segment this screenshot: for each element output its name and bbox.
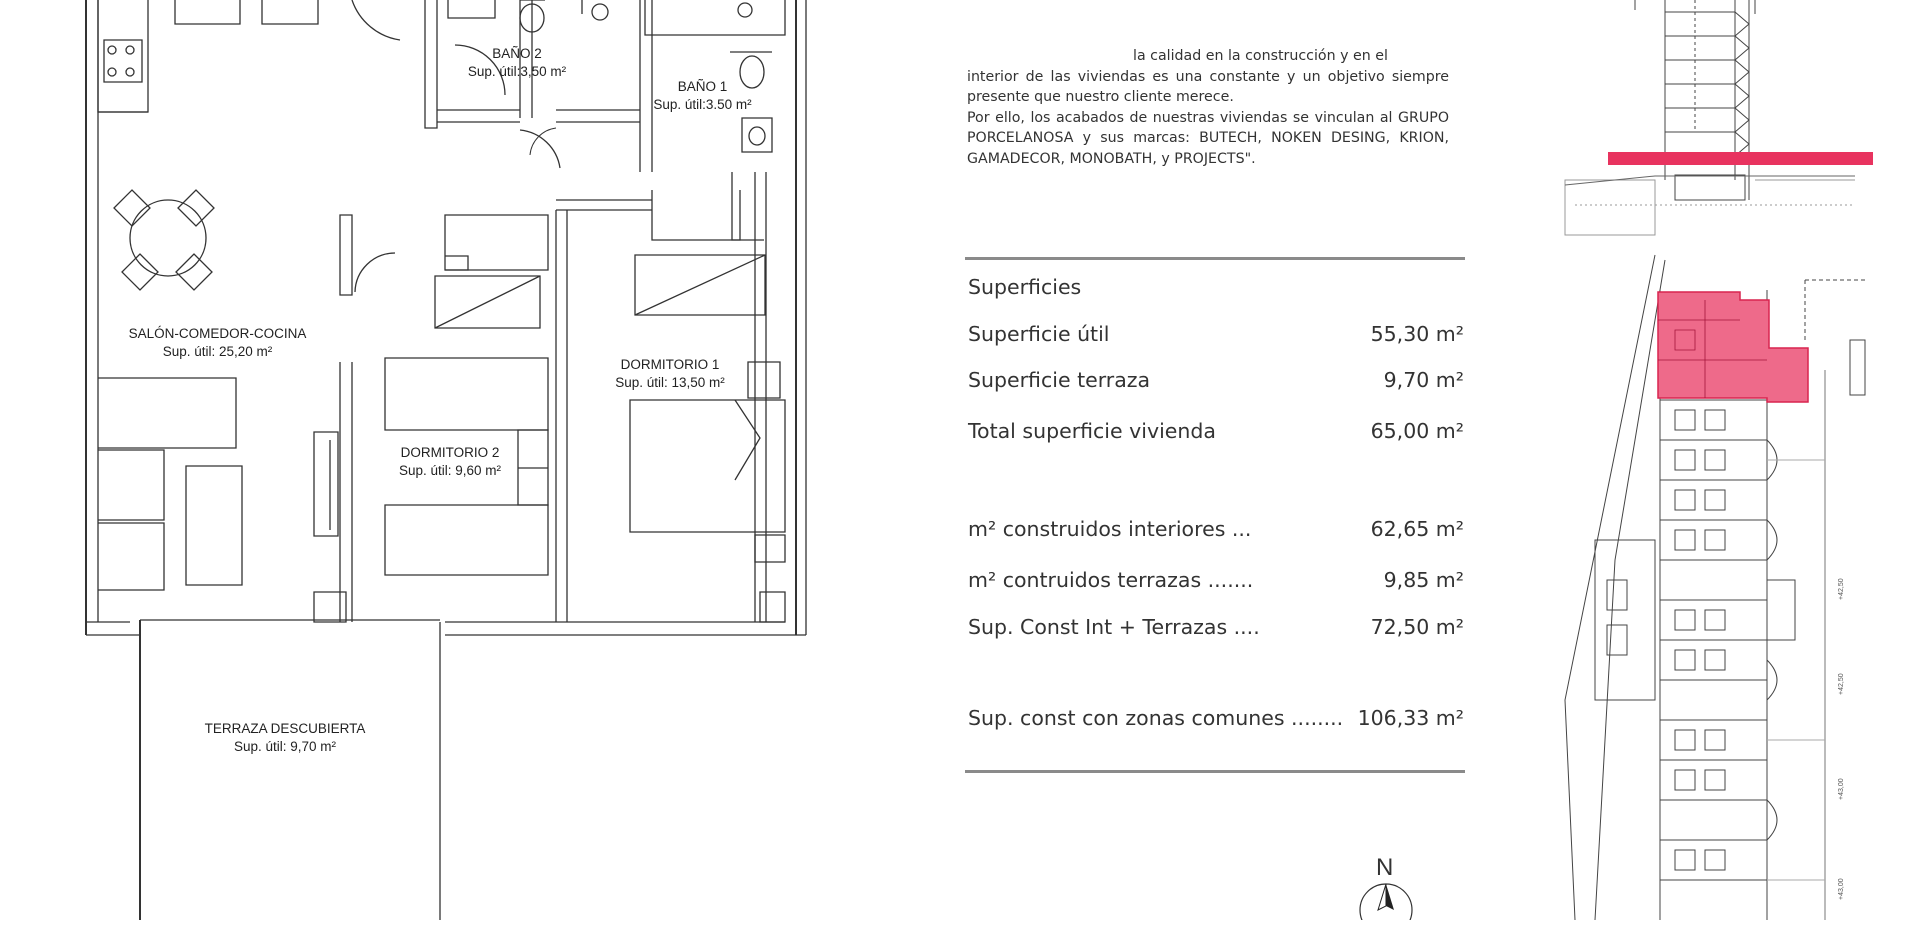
surface-value: 9,70 m²: [1383, 368, 1464, 392]
surface-value: 9,85 m²: [1383, 568, 1464, 592]
surfaces-title-text: Superficies: [968, 275, 1082, 299]
room-terraza-descubierta: [185, 720, 385, 756]
surface-value: 72,50 m²: [1370, 615, 1464, 639]
quality-description: [967, 46, 1449, 169]
room-name: SALÓN-COMEDOR-COCINA: [128, 326, 307, 341]
intro-line-2: interior de las viviendas es una constante y un objetivo siempre presente que nuestro cliente merece.: [967, 68, 1449, 105]
north-compass: [1350, 850, 1430, 920]
surface-value: 106,33 m²: [1357, 706, 1464, 730]
level-label: +43,00: [1838, 778, 1845, 800]
surface-row: [968, 517, 1464, 545]
level-label: +42,50: [1838, 673, 1845, 695]
surface-row: [968, 322, 1464, 350]
room-dormitorio-1: [600, 356, 740, 392]
surface-value: 65,00 m²: [1370, 419, 1464, 443]
room-name: DORMITORIO 2: [400, 445, 500, 460]
north-letter: N: [1376, 854, 1394, 881]
surface-label: Superficie terraza: [968, 368, 1151, 392]
unit-location-highlight: [1658, 292, 1808, 402]
room-bano-1: [640, 78, 765, 114]
room-dormitorio-2: [380, 444, 520, 480]
room-name: BAÑO 2: [492, 46, 542, 61]
room-area: Sup. útil:3,50 m²: [467, 64, 567, 79]
site-plan: [1555, 0, 1920, 920]
room-area: Sup. útil: 13,50 m²: [615, 375, 725, 390]
surface-row: [968, 419, 1464, 447]
level-label: +43,00: [1838, 878, 1845, 900]
surface-label: m² construidos interiores ...: [968, 517, 1252, 541]
surface-row: [968, 368, 1464, 396]
room-area: Sup. útil:3.50 m²: [653, 97, 752, 112]
room-name: TERRAZA DESCUBIERTA: [204, 721, 366, 736]
room-area: Sup. útil: 9,60 m²: [398, 463, 502, 478]
floor-plan: [0, 0, 820, 920]
surfaces-title: [968, 275, 1464, 303]
building-elevation-and-site: [1555, 0, 1920, 920]
room-name: DORMITORIO 1: [620, 357, 720, 372]
surface-label: Sup. const con zonas comunes ........: [968, 706, 1344, 730]
room-salon-comedor-cocina: [100, 325, 335, 361]
surface-label: m² contruidos terrazas .......: [968, 568, 1254, 592]
floor-level-highlight: [1608, 152, 1873, 165]
room-bano-2: [462, 45, 572, 81]
surface-row: [968, 706, 1464, 734]
surface-label: Total superficie vivienda: [968, 419, 1216, 443]
intro-paragraph-2: Por ello, los acabados de nuestras viviendas se vinculan al GRUPO PORCELANOSA y sus marcas: BUTECH, NOKEN DESING, KRION, GAMADECOR, MONOBATH, y PROJECTS".: [967, 109, 1449, 167]
surface-label: Sup. Const Int + Terrazas ....: [968, 615, 1260, 639]
compass-icon: [1350, 850, 1430, 920]
room-area: Sup. útil: 25,20 m²: [162, 344, 273, 359]
room-area: Sup. útil: 9,70 m²: [233, 739, 337, 754]
intro-line-1: la calidad en la construcción y en el: [1133, 48, 1388, 64]
surface-row: [968, 615, 1464, 643]
table-bottom-rule: [965, 770, 1465, 773]
level-label: +42,50: [1838, 578, 1845, 600]
room-name: BAÑO 1: [677, 79, 728, 94]
surface-value: 62,65 m²: [1370, 517, 1464, 541]
table-top-rule: [965, 257, 1465, 260]
surface-label: Superficie útil: [968, 322, 1110, 346]
surface-value: 55,30 m²: [1370, 322, 1464, 346]
surface-row: [968, 568, 1464, 596]
